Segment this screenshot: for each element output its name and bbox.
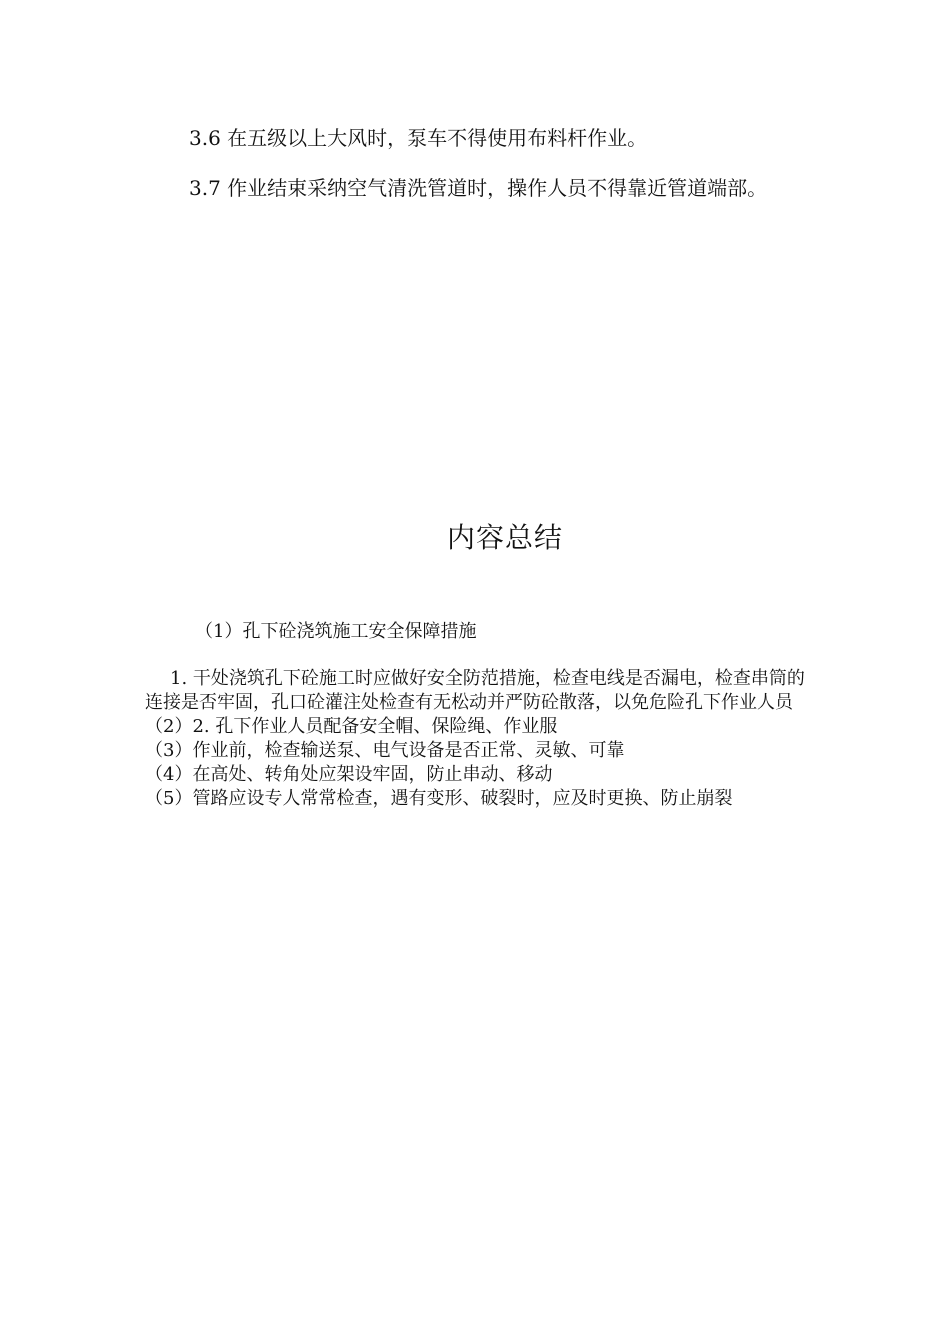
summary-item: （2）2. 孔下作业人员配备安全帽、保险绳、作业服 <box>145 716 558 737</box>
summary-item: （4）在高处、转角处应架设牢固，防止串动、移动 <box>145 764 553 785</box>
summary-item: 1. 干处浇筑孔下砼施工时应做好安全防范措施，检查电线是否漏电，检查串筒的连接是否牢固，孔口砼灌注处检查有无松动并严防砼散落，以免危险孔下作业人员 <box>145 668 805 713</box>
summary-subtitle: （1）孔下砼浇筑施工安全保障措施 <box>195 621 477 642</box>
summary-item: （3）作业前，检查输送泵、电气设备是否正常、灵敏、可靠 <box>145 740 625 761</box>
summary-list <box>145 667 805 811</box>
paragraph-3-7: 3.7 作业结束采纳空气清洗管道时，操作人员不得靠近管道端部。 <box>189 176 768 200</box>
summary-item: （5）管路应设专人常常检查，遇有变形、破裂时，应及时更换、防止崩裂 <box>145 788 733 809</box>
summary-title: 内容总结 <box>446 521 563 554</box>
paragraph-3-6: 3.6 在五级以上大风时，泵车不得使用布料杆作业。 <box>189 126 648 150</box>
